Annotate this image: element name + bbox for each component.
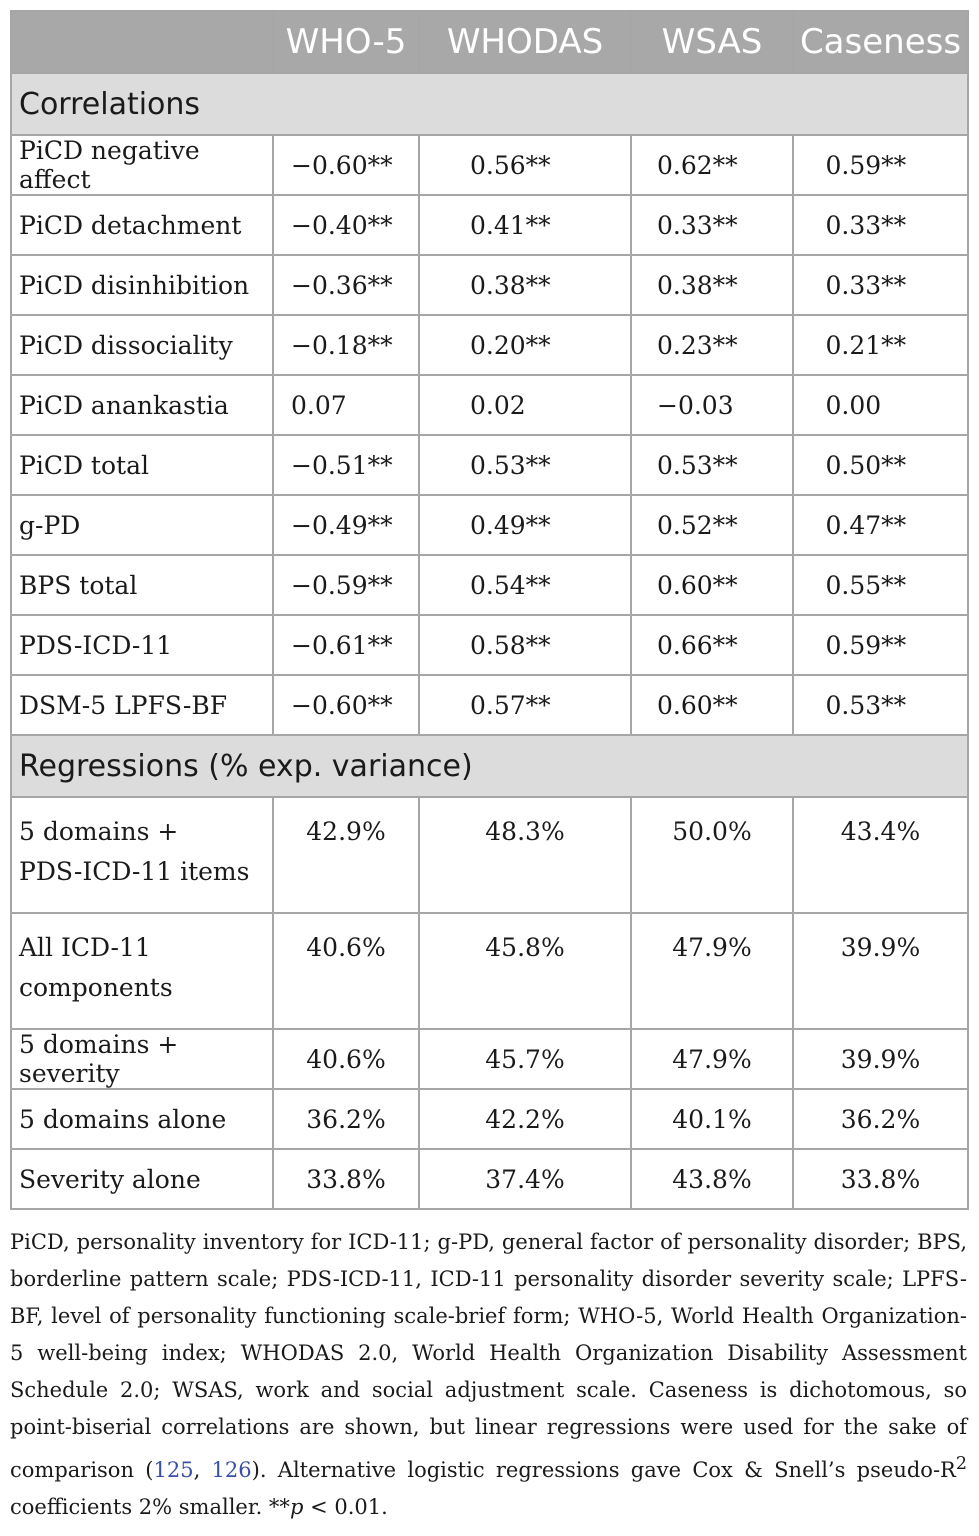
cell-value: 0.55** [825,570,907,600]
cell-value: −0.60** [291,690,393,720]
cell-value: 50.0% [631,797,793,913]
cell-value: 43.4% [793,797,968,913]
cell-value: 0.53** [825,690,907,720]
footnote-text: ). Alternative logistic regressions gave Cox & Snell’s pseudo-R [251,1458,956,1482]
header-wsas: WSAS [631,11,793,73]
cell-value: 0.33** [825,210,907,240]
table-row [11,1029,968,1089]
results-table [10,10,969,1210]
cell-value: 36.2% [273,1089,419,1149]
cell-value: −0.59** [291,570,393,600]
cell-value: 0.49** [470,510,551,540]
table-row [11,615,968,675]
cell-value: 0.58** [470,630,551,660]
row-label: PiCD negative affect [11,135,273,195]
row-label: PiCD anankastia [11,375,273,435]
table-footnote [10,1224,967,1526]
row-label: PiCD disinhibition [11,255,273,315]
superscript: 2 [955,1454,967,1474]
cell-value: 39.9% [793,1029,968,1089]
cell-value: 33.8% [273,1149,419,1209]
cell-value: −0.40** [291,210,393,240]
cell-value: 0.41** [470,210,551,240]
cell-value: 0.33** [657,210,738,240]
cell-value: 0.52** [657,510,738,540]
cell-value: 40.1% [631,1089,793,1149]
row-label: Severity alone [11,1149,273,1209]
cell-value: 42.2% [419,1089,631,1149]
reference-link[interactable]: 125 [153,1458,194,1482]
cell-value: 47.9% [631,1029,793,1089]
row-label: PiCD total [11,435,273,495]
section-title: Regressions (% exp. variance) [11,735,968,797]
section-correlations [11,73,968,135]
cell-value: 33.8% [793,1149,968,1209]
cell-value: −0.51** [291,450,393,480]
row-label: 5 domains + [19,817,179,846]
row-label: PiCD detachment [11,195,273,255]
header-who5: WHO-5 [273,11,419,73]
cell-value: 0.02 [470,390,526,420]
header-blank [11,11,273,73]
row-label: PiCD dissociality [11,315,273,375]
row-label: PDS-ICD-11 [11,615,273,675]
cell-value: 48.3% [419,797,631,913]
cell-value: −0.03 [657,390,734,420]
cell-value: 0.66** [657,630,738,660]
table-row [11,495,968,555]
cell-value: −0.60** [291,150,393,180]
cell-value: 0.53** [470,450,551,480]
cell-value: −0.49** [291,510,393,540]
footnote-text: coefficients 2% smaller. ** [10,1495,290,1519]
cell-value: 0.20** [470,330,551,360]
cell-value: 47.9% [631,913,793,1029]
cell-value: 0.00 [825,390,882,420]
table-row [11,913,968,1029]
header-row [11,11,968,73]
table-row [11,675,968,735]
table-row [11,315,968,375]
cell-value: 0.33** [825,270,907,300]
footnote-text: < 0.01. [303,1495,388,1519]
header-whodas: WHODAS [419,11,631,73]
cell-value: 39.9% [793,913,968,1029]
row-label: 5 domains alone [11,1089,273,1149]
table-row [11,1089,968,1149]
row-label: BPS total [11,555,273,615]
cell-value: 45.8% [419,913,631,1029]
table-container [10,10,967,1526]
cell-value: 0.38** [470,270,551,300]
table-row [11,135,968,195]
cell-value: 45.7% [419,1029,631,1089]
cell-value: 0.56** [470,150,551,180]
cell-value: 0.53** [657,450,738,480]
cell-value: 0.38** [657,270,738,300]
row-label: 5 domains + severity [11,1029,273,1089]
section-regressions [11,735,968,797]
cell-value: 0.59** [825,630,907,660]
p-symbol: p [289,1495,304,1519]
table-row [11,797,968,913]
section-title: Correlations [11,73,968,135]
cell-value: 40.6% [273,1029,419,1089]
cell-value: 40.6% [273,913,419,1029]
cell-value: 0.54** [470,570,551,600]
cell-value: 0.07 [291,390,347,420]
cell-value: 0.60** [657,690,738,720]
cell-value: 0.60** [657,570,738,600]
table-row [11,375,968,435]
table-row [11,555,968,615]
cell-value: 42.9% [273,797,419,913]
table-row [11,435,968,495]
reference-link[interactable]: 126 [211,1458,252,1482]
cell-value: 36.2% [793,1089,968,1149]
table-row [11,195,968,255]
table-row [11,1149,968,1209]
cell-value: 0.57** [470,690,551,720]
cell-value: 0.23** [657,330,738,360]
cell-value: 0.21** [825,330,907,360]
row-label: All ICD-11 [19,933,151,962]
cell-value: 0.62** [657,150,738,180]
cell-value: 43.8% [631,1149,793,1209]
cell-value: 37.4% [419,1149,631,1209]
header-caseness: Caseness [793,11,968,73]
footnote-text: PiCD, personality inventory for ICD-11; g-PD, general factor of personality disorder; BPS, borderline pattern scale; PDS-ICD-11, ICD-11 personality disorder severity scale; LPFS-BF, level of personality functioning scale-brief form; WHO-5, World Health Organization-5 well-being index; WHODAS 2.0, World Health Organization Disability Assessment Schedule 2.0; WSAS, work and social adjustment scale. Caseness is dichotomous, so point-biserial correlations are shown, but linear regressions were used for the sake of comparison ( [10,1230,967,1482]
cell-value: 0.50** [825,450,907,480]
table-row [11,255,968,315]
row-label-line2: PDS-ICD-11 items [19,857,250,886]
row-label-line2: components [19,973,173,1002]
cell-value: 0.59** [825,150,907,180]
cell-value: −0.18** [291,330,393,360]
cell-value: 0.47** [825,510,907,540]
cell-value: −0.36** [291,270,393,300]
row-label: DSM-5 LPFS-BF [11,675,273,735]
footnote-separator: , [193,1458,212,1482]
row-label: g-PD [11,495,273,555]
cell-value: −0.61** [291,630,393,660]
